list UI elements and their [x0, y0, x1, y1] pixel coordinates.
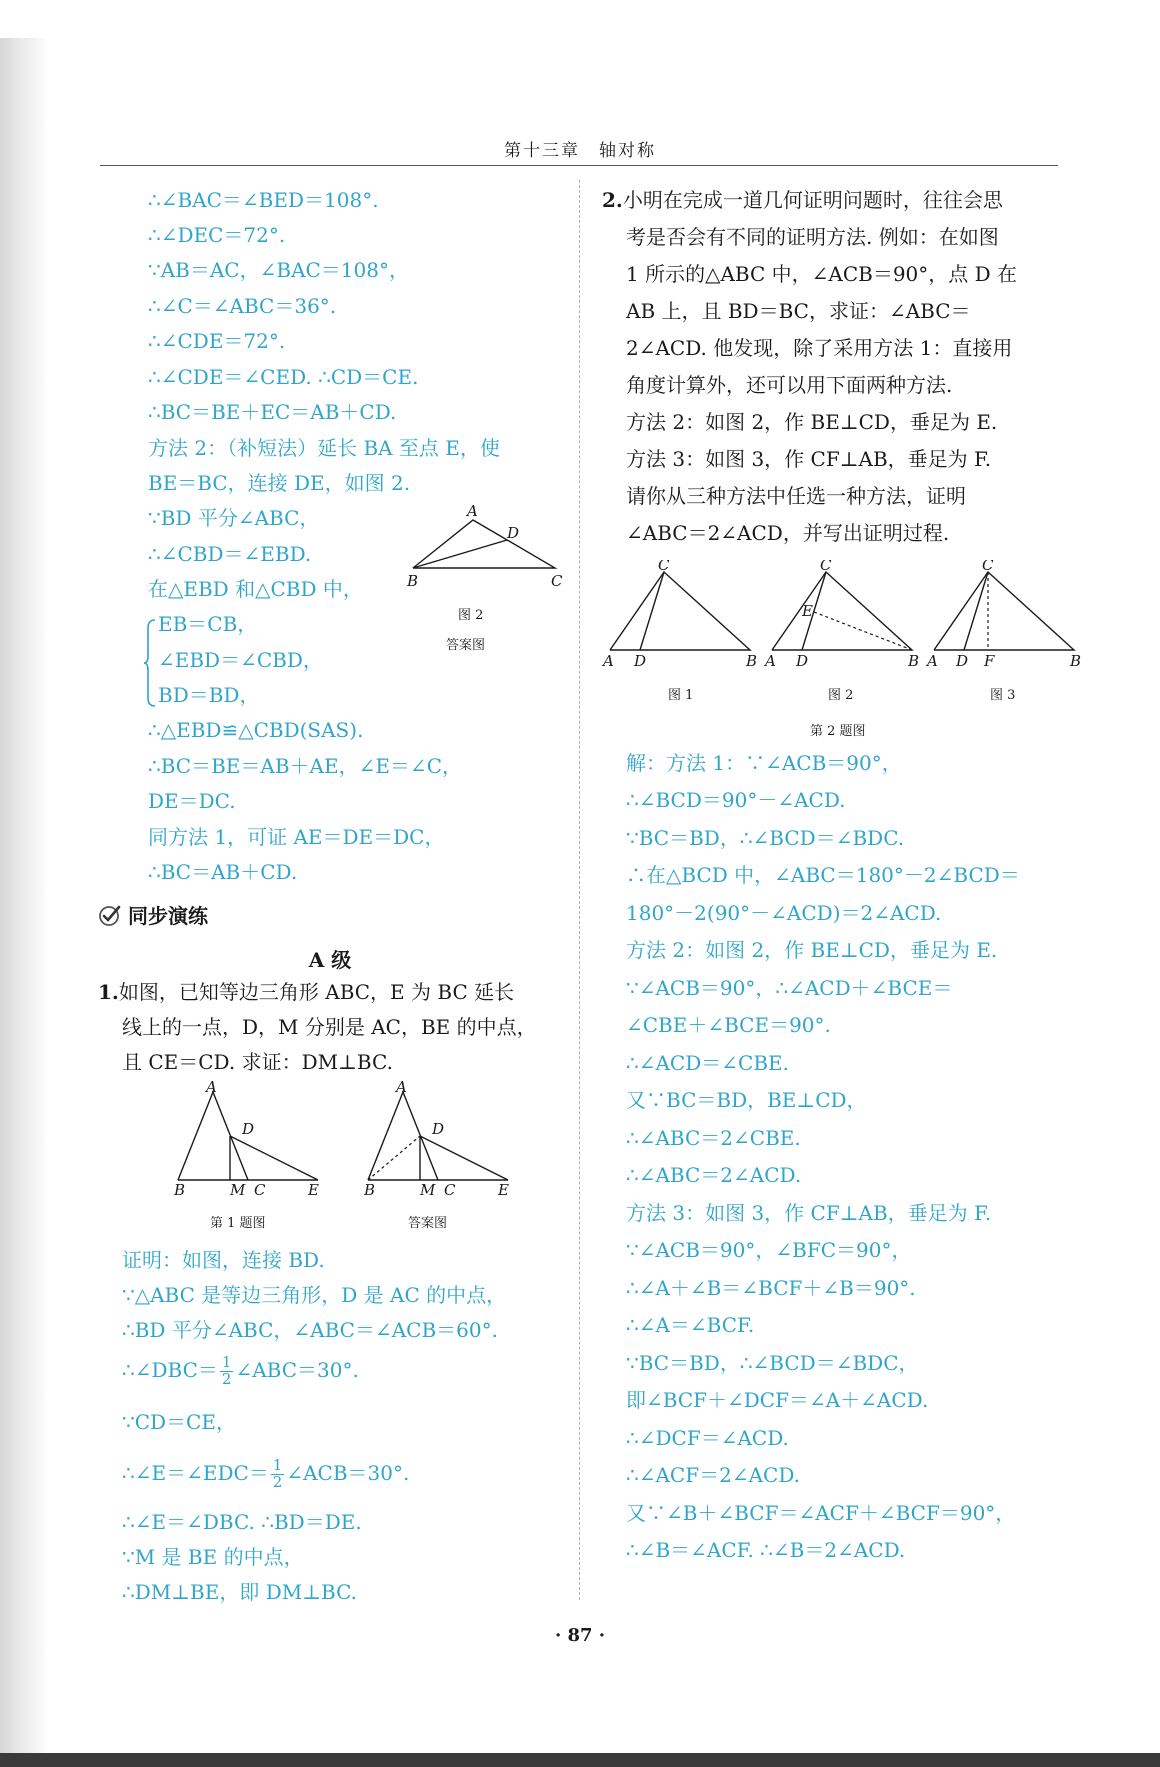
question-2-line: 1 所示的△ABC 中，∠ACB＝90°，点 D 在 — [626, 262, 1018, 286]
question-2-line — [602, 190, 1003, 210]
segment-de — [230, 1136, 318, 1180]
solution-2-line: 又∵BC＝BD，BE⊥CD， — [626, 1088, 867, 1112]
scan-gutter-shadow — [0, 0, 48, 1767]
question-2-figure-1 — [600, 560, 760, 670]
question-1-answer-figure — [358, 1080, 518, 1195]
left-line: EB＝CB， — [158, 612, 258, 636]
question-2-line: 考是否会有不同的证明方法. 例如：在如图 — [626, 225, 999, 249]
question-2-line: 方法 3：如图 3，作 CF⊥AB，垂足为 F. — [626, 447, 992, 471]
svg-text:C: C — [982, 560, 994, 574]
question-1-line: 且 CE＝CD. 求证：DM⊥BC. — [122, 1050, 393, 1074]
svg-text:D: D — [634, 652, 647, 670]
fraction: $\frac{1}{2}$ — [221, 1353, 232, 1388]
left-line: BE＝BC，连接 DE，如图 2. — [148, 471, 411, 495]
left-line: ∴BC＝AB＋CD. — [148, 860, 298, 884]
solution-2-line: ∴∠B＝∠ACF. ∴∠B＝2∠ACD. — [626, 1538, 906, 1562]
solution-1-line: ∵△ABC 是等边三角形，D 是 AC 的中点， — [122, 1283, 507, 1307]
svg-text:A: A — [927, 652, 938, 670]
svg-text:E: E — [802, 602, 813, 620]
bottom-bar — [0, 1753, 1160, 1767]
label-a: A — [396, 1080, 407, 1096]
solution-2-line: ∴∠ACD＝∠CBE. — [626, 1051, 789, 1075]
solution-2-line: 方法 3：如图 3，作 CF⊥AB，垂足为 F. — [626, 1201, 992, 1225]
left-line: ∴BC＝BE＋EC＝AB＋CD. — [148, 400, 397, 424]
label-a: A — [467, 502, 478, 520]
solution-1-line: ∴DM⊥BE，即 DM⊥BC. — [122, 1580, 358, 1604]
left-line: 在△EBD 和△CBD 中， — [148, 577, 363, 601]
question-2-figure-3 — [924, 560, 1084, 670]
answer-figure-2 — [405, 500, 565, 590]
solution-1-fraction-line: ∴∠DBC＝ $\frac{1}{2}$ ∠ABC＝30°. — [122, 1353, 359, 1388]
figure-caption: 图 3 — [990, 688, 1016, 703]
left-line: DE＝DC. — [148, 789, 236, 813]
solution-2-line: ∴∠BCD＝90°－∠ACD. — [626, 788, 846, 812]
label-d: D — [432, 1120, 445, 1138]
solution-2-line: ∴∠DCF＝∠ACD. — [626, 1426, 789, 1450]
label-d: D — [507, 524, 520, 542]
solution-2-line: ∵∠ACB＝90°，∠BFC＝90°， — [626, 1238, 912, 1262]
svg-text:A: A — [603, 652, 614, 670]
question-1-figure — [168, 1080, 328, 1195]
solution-2-line: ∵BC＝BD，∴∠BCD＝∠BDC. — [626, 826, 905, 850]
label-a: A — [206, 1080, 217, 1096]
svg-text:B: B — [1070, 652, 1082, 670]
figure-title: 第 2 题图 — [810, 724, 866, 739]
question-text: 小明在完成一道几何证明问题时，往往会思 — [622, 188, 1003, 212]
svg-text:A: A — [765, 652, 776, 670]
label-m: M — [230, 1181, 246, 1195]
solution-2-line: ∴∠ABC＝2∠CBE. — [626, 1126, 801, 1150]
left-line: ∠EBD＝∠CBD， — [158, 648, 323, 672]
figure-caption: 答案图 — [446, 638, 486, 653]
left-line: BD＝BD， — [158, 683, 260, 707]
svg-text:C: C — [658, 560, 670, 574]
left-line: ∴△EBD≌△CBD(SAS). — [148, 718, 364, 742]
solution-2-line: 方法 2：如图 2，作 BE⊥CD，垂足为 E. — [626, 938, 998, 962]
page-number: · 87 · — [554, 1625, 606, 1646]
left-line: ∵AB＝AC，∠BAC＝108°， — [148, 258, 409, 282]
svg-text:D: D — [796, 652, 809, 670]
figure-caption: 图 1 — [668, 688, 694, 703]
label-b: B — [407, 572, 419, 590]
solution-2-line: ∵BC＝BD，∴∠BCD＝∠BDC， — [626, 1351, 919, 1375]
solution-1-fraction-line: ∴∠E＝∠EDC＝ $\frac{1}{2}$ ∠ACB＝30°. — [122, 1456, 410, 1491]
solution-2-line: ∵∠ACB＝90°，∴∠ACD＋∠BCE＝ — [626, 976, 953, 1000]
left-line: ∴∠C＝∠ABC＝36°. — [148, 294, 337, 318]
left-line: 方法 2：（补短法）延长 BA 至点 E，使 — [148, 436, 500, 460]
solution-2-line: 又∵∠B＋∠BCF＝∠ACF＋∠BCF＝90°， — [626, 1501, 1016, 1525]
question-2-line: 角度计算外，还可以用下面两种方法. — [626, 373, 953, 397]
left-line: ∴∠CBD＝∠EBD. — [148, 542, 312, 566]
left-line: ∴∠DEC＝72°. — [148, 223, 286, 247]
question-text: 如图，已知等边三角形 ABC，E 为 BC 延长 — [118, 980, 515, 1004]
solution-2-line: ∴∠ACF＝2∠ACD. — [626, 1463, 801, 1487]
left-line: ∴∠BAC＝∠BED＝108°. — [148, 188, 379, 212]
triangle-outline — [413, 520, 555, 568]
question-1-line — [98, 982, 514, 1002]
figure-caption: 第 1 题图 — [210, 1216, 266, 1231]
solution-2-line: ∴∠ABC＝2∠ACD. — [626, 1163, 802, 1187]
triangle-abc — [178, 1092, 248, 1180]
question-number: 1. — [98, 980, 119, 1004]
solution-2-line: ∠CBE＋∠BCE＝90°. — [626, 1013, 831, 1037]
question-number: 2. — [602, 188, 623, 212]
svg-text:B: B — [908, 652, 920, 670]
label-d: D — [242, 1120, 255, 1138]
question-1-line: 线上的一点，D，M 分别是 AC，BE 的中点， — [122, 1015, 537, 1039]
solution-1-line: ∴∠E＝∠DBC. ∴BD＝DE. — [122, 1510, 362, 1534]
svg-text:D: D — [956, 652, 969, 670]
section-title-text: 同步演练 — [128, 904, 208, 928]
scan-gutter-top — [0, 0, 48, 38]
left-line: ∴∠CDE＝72°. — [148, 329, 286, 353]
label-c: C — [444, 1181, 456, 1195]
question-2-line: 请你从三种方法中任选一种方法，证明 — [626, 484, 966, 508]
section-heading — [98, 900, 208, 929]
figure-caption: 答案图 — [408, 1216, 448, 1231]
column-divider — [579, 180, 580, 1600]
question-2-line: AB 上，且 BD＝BC，求证：∠ABC＝ — [626, 299, 971, 323]
solution-2-line: ∴∠A＋∠B＝∠BCF＋∠B＝90°. — [626, 1276, 916, 1300]
figure-caption: 图 2 — [828, 688, 854, 703]
svg-text:B: B — [746, 652, 758, 670]
left-line: 同方法 1，可证 AE＝DE＝DC， — [148, 825, 445, 849]
segment-de — [420, 1136, 508, 1180]
svg-text:F: F — [984, 652, 995, 670]
solution-2-line: 180°－2(90°－∠ACD)＝2∠ACD. — [626, 901, 942, 925]
left-line: ∴BC＝BE＝AB＋AE，∠E＝∠C， — [148, 754, 462, 778]
header-rule — [100, 165, 1058, 166]
triangle-abc — [368, 1092, 438, 1180]
question-2-line: 方法 2：如图 2，作 BE⊥CD，垂足为 E. — [626, 410, 998, 434]
chapter-header: 第十三章 轴对称 — [504, 141, 656, 161]
solution-2-line: 解：方法 1：∵∠ACB＝90°， — [626, 751, 902, 775]
svg-text:C: C — [820, 560, 832, 574]
fraction: $\frac{1}{2}$ — [272, 1456, 283, 1491]
label-c: C — [254, 1181, 266, 1195]
solution-1-line: 证明：如图，连接 BD. — [122, 1248, 325, 1272]
solution-1-line: ∵CD＝CE， — [122, 1410, 236, 1434]
label-e: E — [308, 1181, 319, 1195]
segment-bd-dashed — [368, 1136, 420, 1180]
left-line: ∵BD 平分∠ABC， — [148, 506, 320, 530]
label-e: E — [498, 1181, 509, 1195]
level-heading: A 级 — [308, 948, 352, 972]
solution-1-line: ∴BD 平分∠ABC，∠ABC＝∠ACB＝60°. — [122, 1318, 498, 1342]
check-badge-icon — [98, 903, 122, 927]
solution-1-line: ∵M 是 BE 的中点， — [122, 1545, 304, 1569]
question-2-figure-2 — [762, 560, 922, 670]
label-c: C — [551, 572, 563, 590]
question-2-line: ∠ABC＝2∠ACD，并写出证明过程. — [626, 521, 950, 545]
solution-2-line: ∴在△BCD 中，∠ABC＝180°－2∠BCD＝ — [626, 863, 1020, 887]
figure-caption: 图 2 — [458, 608, 484, 623]
segment-bd — [413, 540, 507, 568]
label-b: B — [174, 1181, 186, 1195]
label-b: B — [364, 1181, 376, 1195]
left-line: ∴∠CDE＝∠CED. ∴CD＝CE. — [148, 365, 419, 389]
system-brace — [143, 618, 157, 708]
label-m: M — [420, 1181, 436, 1195]
solution-2-line: ∴∠A＝∠BCF. — [626, 1313, 755, 1337]
solution-2-line: 即∠BCF＋∠DCF＝∠A＋∠ACD. — [626, 1388, 929, 1412]
question-2-line: 2∠ACD. 他发现，除了采用方法 1：直接用 — [626, 336, 1013, 360]
